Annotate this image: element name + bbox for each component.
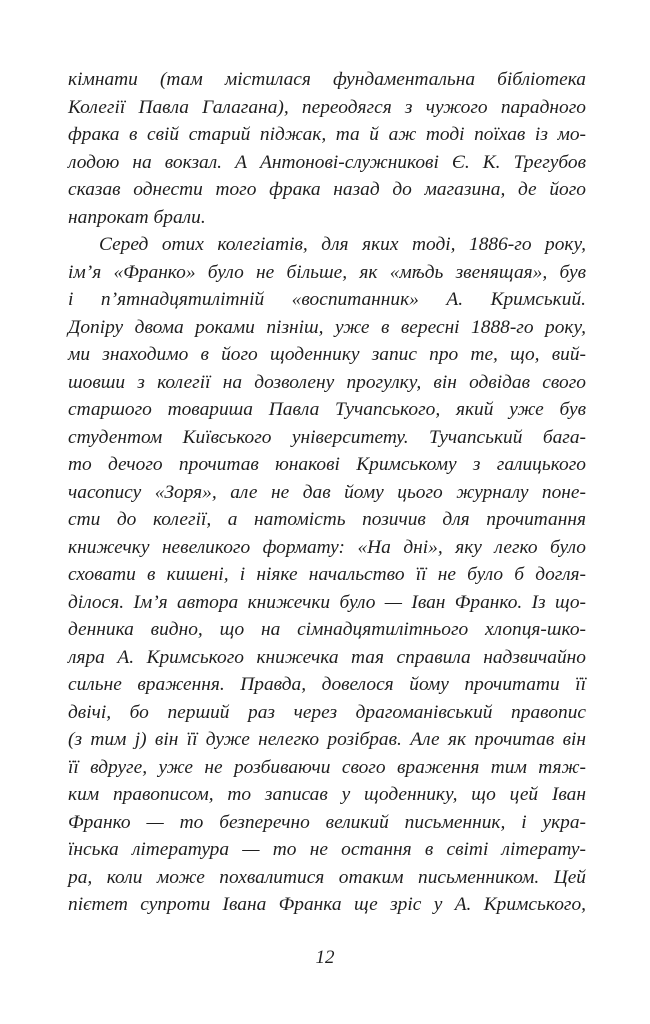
text-line: Франко — то безперечно великий письменник, і укра- bbox=[68, 811, 586, 833]
text-line: студентом Київського університету. Тучапський бага- bbox=[68, 426, 586, 448]
page-number: 12 bbox=[315, 947, 335, 968]
text-line: пієтет супроти Івана Франка ще зріс у А. Кримського, bbox=[68, 894, 586, 915]
text-line: то дечого прочитав юнакові Кримському з галицького bbox=[68, 454, 586, 475]
text-line: кімнати (там містилася фундаментальна бібліотека bbox=[68, 69, 586, 90]
paragraph-start-line: Серед отих колегіатів, для яких тоді, 1886-го року, bbox=[99, 234, 586, 255]
text-line: ра, коли може похвалитися отаким письменником. Цей bbox=[68, 866, 586, 888]
text-line: фрака в свій старий піджак, та й аж тоді поїхав із мо- bbox=[68, 124, 586, 145]
text-line: ділося. Ім’я автора книжечки було — Іван Франко. Із що- bbox=[68, 591, 586, 613]
text-line: сховати в кишені, і ніяке начальство її не було б догля- bbox=[68, 564, 586, 585]
text-line: книжечку невеликого формату: «На дні», яку легко було bbox=[68, 536, 586, 558]
text-line: старшого товариша Павла Тучапського, який уже був bbox=[68, 399, 586, 420]
text-line: і п’ятнадцятилітній «воспитанник» А. Кримський. bbox=[68, 289, 586, 310]
text-line: (з тим j) він її дуже нелегко розібрав. Але як прочитав він bbox=[68, 729, 586, 750]
text-line: сти до колегії, а натомість позичив для прочитання bbox=[68, 509, 586, 530]
text-line: часопису «Зоря», але не дав йому цього журналу поне- bbox=[68, 481, 586, 503]
text-line: сказав однести того фрака назад до магазина, де його bbox=[68, 179, 586, 200]
text-line: Колегії Павла Галагана), переодягся з чужого парадного bbox=[68, 96, 586, 118]
text-line: їнська література — то не остання в світі літерату- bbox=[68, 839, 586, 860]
text-line: ми знаходимо в його щоденнику запис про те, що, вий- bbox=[68, 344, 586, 365]
text-line: Допіру двома роками пізніш, уже в вересні 1888-го року, bbox=[68, 316, 586, 338]
paragraph-end-line: напрокат брали. bbox=[68, 206, 206, 228]
text-line: її вдруге, уже не розбиваючи свого враження тим тяж- bbox=[68, 756, 586, 778]
body-text bbox=[68, 66, 586, 919]
text-line: сильне враження. Правда, довелося йому прочитати її bbox=[68, 674, 586, 695]
text-line: ляра А. Кримського книжечка тая справила надзвичайно bbox=[68, 646, 586, 668]
text-line: шовши з колегії на дозволену прогулку, він одвідав свого bbox=[68, 371, 586, 393]
text-line: ім’я «Франко» було не більше, як «мѣдь звенящая», був bbox=[68, 261, 586, 283]
text-line: лодою на вокзал. А Антонові-служникові Є. К. Трегубов bbox=[68, 151, 586, 173]
text-line: ким правописом, то записав у щоденнику, що цей Іван bbox=[68, 784, 586, 805]
text-line: двічі, бо перший раз через драгоманівський правопис bbox=[68, 701, 586, 723]
text-line: денника видно, що на сімнадцятилітнього хлопця-шко- bbox=[68, 619, 586, 640]
